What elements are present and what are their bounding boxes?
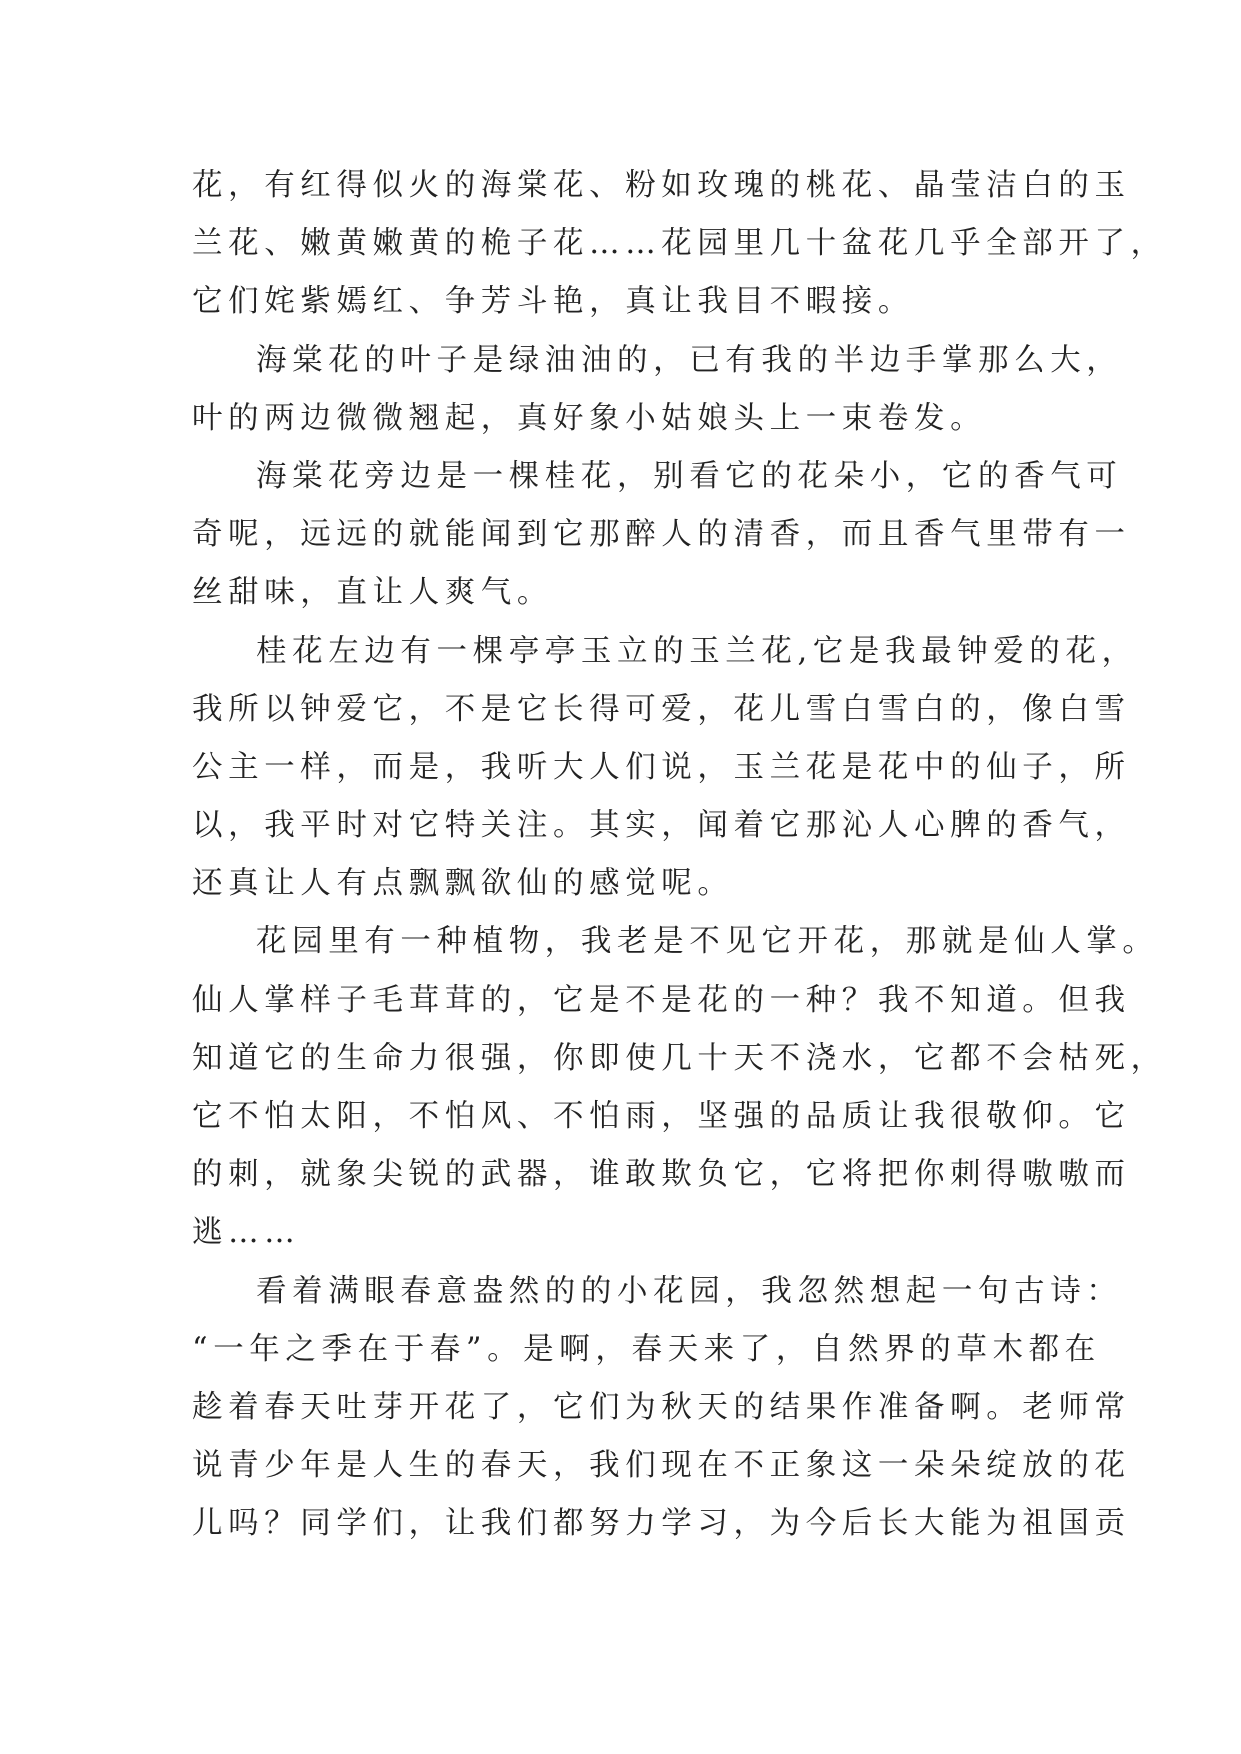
- paragraph-start-line: 花园里有一种植物，我老是不见它开花，那就是仙人掌。: [256, 924, 1159, 960]
- text-line: 儿吗？同学们，让我们都努力学习，为今后长大能为祖国贡: [192, 1506, 1131, 1542]
- text-line: 它们姹紫嫣红、争芳斗艳，真让我目不暇接。: [192, 284, 914, 320]
- paragraph-start-line: 桂花左边有一棵亭亭玉立的玉兰花,它是我最钟爱的花，: [256, 633, 1138, 669]
- text-line: 趁着春天吐芽开花了，它们为秋天的结果作准备啊。老师常: [192, 1389, 1131, 1425]
- text-line: 兰花、嫩黄嫩黄的桅子花……花园里几十盆花几乎全部开了，: [192, 226, 1167, 262]
- paragraph-start-line: 看着满眼春意盎然的的小花园，我忽然想起一句古诗：: [256, 1273, 1123, 1309]
- text-line: 奇呢，远远的就能闻到它那醉人的清香，而且香气里带有一: [192, 517, 1131, 553]
- text-line: 逃……: [192, 1215, 301, 1251]
- text-line: 它不怕太阳，不怕风、不怕雨，坚强的品质让我很敬仰。它: [192, 1099, 1131, 1134]
- text-line: 以，我平时对它特关注。其实，闻着它那沁人心脾的香气，: [192, 808, 1131, 844]
- paragraph-start-line: 海棠花的叶子是绿油油的，已有我的半边手掌那么大，: [256, 342, 1123, 378]
- text-line: 丝甜味，直让人爽气。: [192, 575, 553, 611]
- text-line: 叶的两边微微翘起，真好象小姑娘头上一束卷发。: [192, 400, 987, 436]
- text-line: 还真让人有点飘飘欲仙的感觉呢。: [192, 866, 734, 902]
- essay-body: [192, 157, 1167, 1554]
- text-line: 的刺，就象尖锐的武器，谁敢欺负它，它将把你刺得嗷嗷而: [192, 1157, 1131, 1193]
- text-line: 公主一样，而是，我听大人们说，玉兰花是花中的仙子，所: [192, 749, 1131, 785]
- paragraph-start-line: 海棠花旁边是一棵桂花，别看它的花朵小，它的香气可: [256, 458, 1123, 494]
- text-line: 花，有红得似火的海棠花、粉如玫瑰的桃花、晶莹洁白的玉: [192, 168, 1131, 203]
- text-line: 知道它的生命力很强，你即使几十天不浇水，它都不会枯死，: [192, 1040, 1167, 1076]
- text-line: 仙人掌样子毛茸茸的，它是不是花的一种？我不知道。但我: [192, 982, 1131, 1018]
- text-line: 说青少年是人生的春天，我们现在不正象这一朵朵绽放的花: [192, 1448, 1131, 1484]
- text-line: 我所以钟爱它，不是它长得可爱，花儿雪白雪白的，像白雪: [192, 691, 1131, 727]
- text-line: “一年之季在于春”。是啊，春天来了，自然界的草木都在: [192, 1331, 1101, 1367]
